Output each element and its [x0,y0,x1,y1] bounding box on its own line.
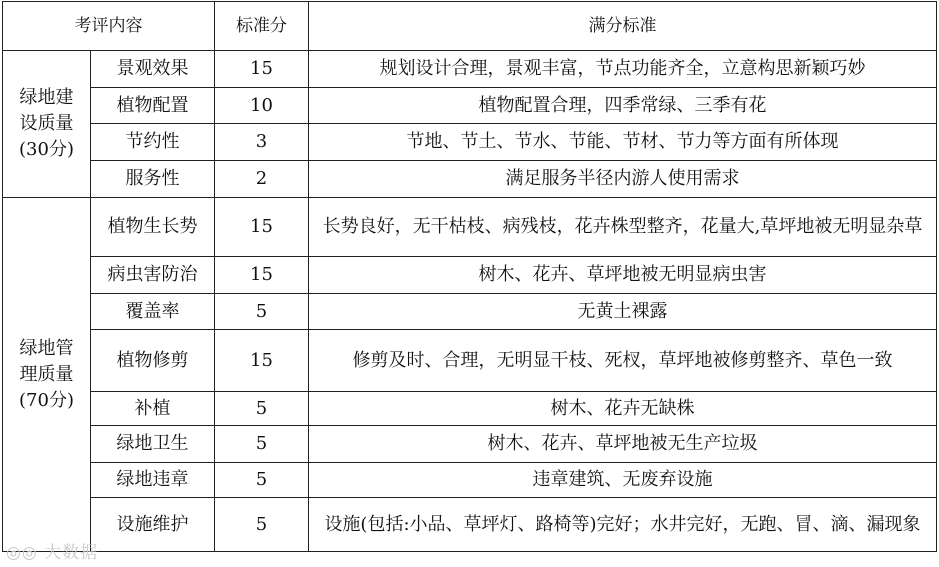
standard-cell: 长势良好，无干枯枝、病残枝，花卉株型整齐，花量大,草坪地被无明显杂草 [309,198,937,257]
standard-cell: 规划设计合理，景观丰富，节点功能齐全，立意构思新颖巧妙 [309,51,937,88]
category-line: 设质量 [19,113,74,134]
score-cell: 15 [215,257,309,294]
evaluation-table [2,1,937,552]
table-row [3,124,937,161]
standard-cell: 违章建筑、无废弃设施 [309,463,937,498]
standard-cell: 树木、花卉、草坪地被无生产垃圾 [309,426,937,463]
table-row [3,294,937,330]
table-row [3,463,937,498]
standard-cell: 树木、花卉、草坪地被无明显病虫害 [309,257,937,294]
standard-cell: 满足服务半径内游人使用需求 [309,161,937,198]
table-row [3,198,937,257]
item-cell: 节约性 [91,124,215,161]
standard-cell: 设施(包括:小品、草坪灯、路椅等)完好；水井完好，无跑、冒、滴、漏现象 [309,498,937,552]
score-cell: 10 [215,88,309,124]
score-cell: 15 [215,198,309,257]
category-line: (70分) [19,389,74,411]
category-cell-construction [3,51,91,198]
score-cell: 15 [215,330,309,392]
score-cell: 3 [215,124,309,161]
score-cell: 15 [215,51,309,88]
item-cell: 病虫害防治 [91,257,215,294]
watermark [6,538,98,563]
item-cell: 植物生长势 [91,198,215,257]
category-line: 理质量 [19,363,74,385]
table-row [3,257,937,294]
score-cell: 5 [215,392,309,426]
header-row [3,2,937,51]
category-line: 绿地管 [19,337,74,359]
item-cell: 植物配置 [91,88,215,124]
watermark-text: 大数据 [44,543,99,563]
table-row [3,392,937,426]
item-cell: 植物修剪 [91,330,215,392]
item-cell: 服务性 [91,161,215,198]
table-row [3,88,937,124]
header-standard: 满分标准 [309,2,937,51]
table-row [3,51,937,88]
standard-cell: 无黄土裸露 [309,294,937,330]
category-cell-management [3,198,91,552]
table-row [3,498,937,552]
standard-cell: 植物配置合理，四季常绿、三季有花 [309,88,937,124]
table-row [3,330,937,392]
standard-cell: 修剪及时、合理，无明显干枝、死杈，草坪地被修剪整齐、草色一致 [309,330,937,392]
item-cell: 景观效果 [91,51,215,88]
item-cell: 绿地违章 [91,463,215,498]
table-row [3,426,937,463]
table-row [3,161,937,198]
category-line: (30分) [19,139,74,160]
score-cell: 5 [215,463,309,498]
score-cell: 5 [215,294,309,330]
standard-cell: 树木、花卉无缺株 [309,392,937,426]
item-cell: 绿地卫生 [91,426,215,463]
category-line: 绿地建 [19,87,74,108]
item-cell: 覆盖率 [91,294,215,330]
item-cell: 设施维护 [91,498,215,552]
item-cell: 补植 [91,392,215,426]
score-cell: 2 [215,161,309,198]
header-score: 标准分 [215,2,309,51]
watermark-logo-icon: ◎◎ [6,543,38,563]
score-cell: 5 [215,426,309,463]
score-cell: 5 [215,498,309,552]
standard-cell: 节地、节土、节水、节能、节材、节力等方面有所体现 [309,124,937,161]
header-item: 考评内容 [3,2,215,51]
